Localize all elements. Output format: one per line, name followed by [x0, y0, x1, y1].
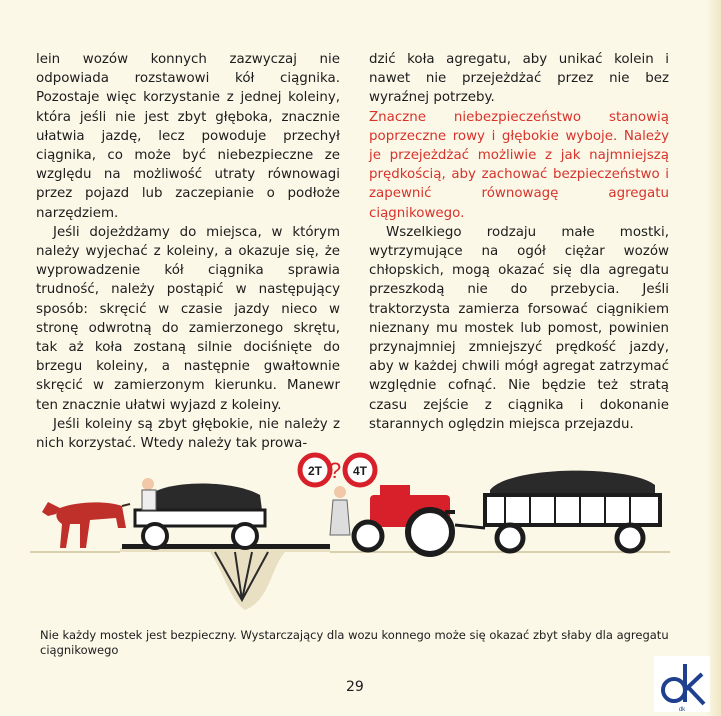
paragraph: Jeśli koleiny są zbyt głębokie, nie należy z nich korzystać. Wtedy należy tak prowa- [36, 416, 340, 452]
figure-caption: Nie każdy mostek jest bezpieczny. Wystarczający dla wozu konnego może się okazać zbyt słaby dla agregatu ciągnikowego [40, 628, 669, 657]
tractor-driver [330, 486, 350, 535]
tractor [354, 485, 485, 554]
paragraph: lein wozów konnych zazwyczaj nie odpowiada rozstawowi kół ciągnika. Pozostaje więc korzystanie z jednej koleiny, która jeśli nie jest zbyt głęboka, znacznie ułatwia jazdę, lecz powoduje przechył ciągnika, co może być niebezpieczne ze względu na możliwość utraty równowagi przez pojazd lub zaczepianie o podłoże narzędziem. [36, 52, 340, 221]
horse-cart [135, 478, 265, 548]
svg-text:2T: 2T [307, 464, 323, 478]
question-mark: ? [328, 458, 342, 483]
left-text-column [36, 50, 340, 453]
sign-2t [300, 455, 330, 485]
svg-text:dk: dk [678, 707, 686, 712]
warning-paragraph: Znaczne niebezpieczeństwo stanowią poprzeczne rowy i głębokie wyboje. Należy je przejeżdżać możliwie z jak najmniejszą prędkością, aby zachować bezpieczeństwo i zapewnić równowagę agregatu ciągnikowego. [369, 109, 669, 221]
ditch [120, 548, 330, 610]
sign-4t [345, 455, 375, 485]
trailer [485, 471, 660, 551]
paragraph: Wszelkiego rodzaju małe mostki, wytrzymujące na ogół ciężar wozów chłopskich, mogą okazać się dla agregatu przeszkodą nie do przebycia. Jeśli traktorzysta zamierza forsować ciągnikiem nieznany mu mostek lub pomost, powinien przynajmniej zmniejszyć prędkość jazdy, aby w każdej chwili mógł agregat zatrzymać względnie cofnąć. Nie będzie też stratą czasu zejście z ciągnika i dokonanie starannych oględzin miejsca przejazdu. [369, 224, 669, 432]
page-edge [706, 0, 721, 716]
horse [42, 502, 130, 548]
paragraph: dzić koła agregatu, aby unikać kolein i nawet nie przejeżdżać przez nie bez wyraźnej potrzeby. [369, 52, 669, 106]
publisher-logo [654, 656, 710, 712]
bridge-illustration [30, 440, 680, 625]
page-number: 29 [346, 679, 364, 695]
svg-text:4T: 4T [352, 464, 368, 478]
right-text-column [369, 50, 669, 434]
paragraph: Jeśli dojeżdżamy do miejsca, w którym należy wyjechać z koleiny, a okazuje się, że wyprowadzenie kół ciągnika sprawia trudność, należy postąpić w następujący sposób: skręcić w czasie jazdy nieco w stronę odwrotną do zamierzonego skrętu, tak aż koła zostaną silnie dociśnięte do brzegu koleiny, a następnie gwałtownie skręcić w zamierzonym kierunku. Manewr ten znacznie ułatwi wyjazd z koleiny. [36, 224, 340, 413]
